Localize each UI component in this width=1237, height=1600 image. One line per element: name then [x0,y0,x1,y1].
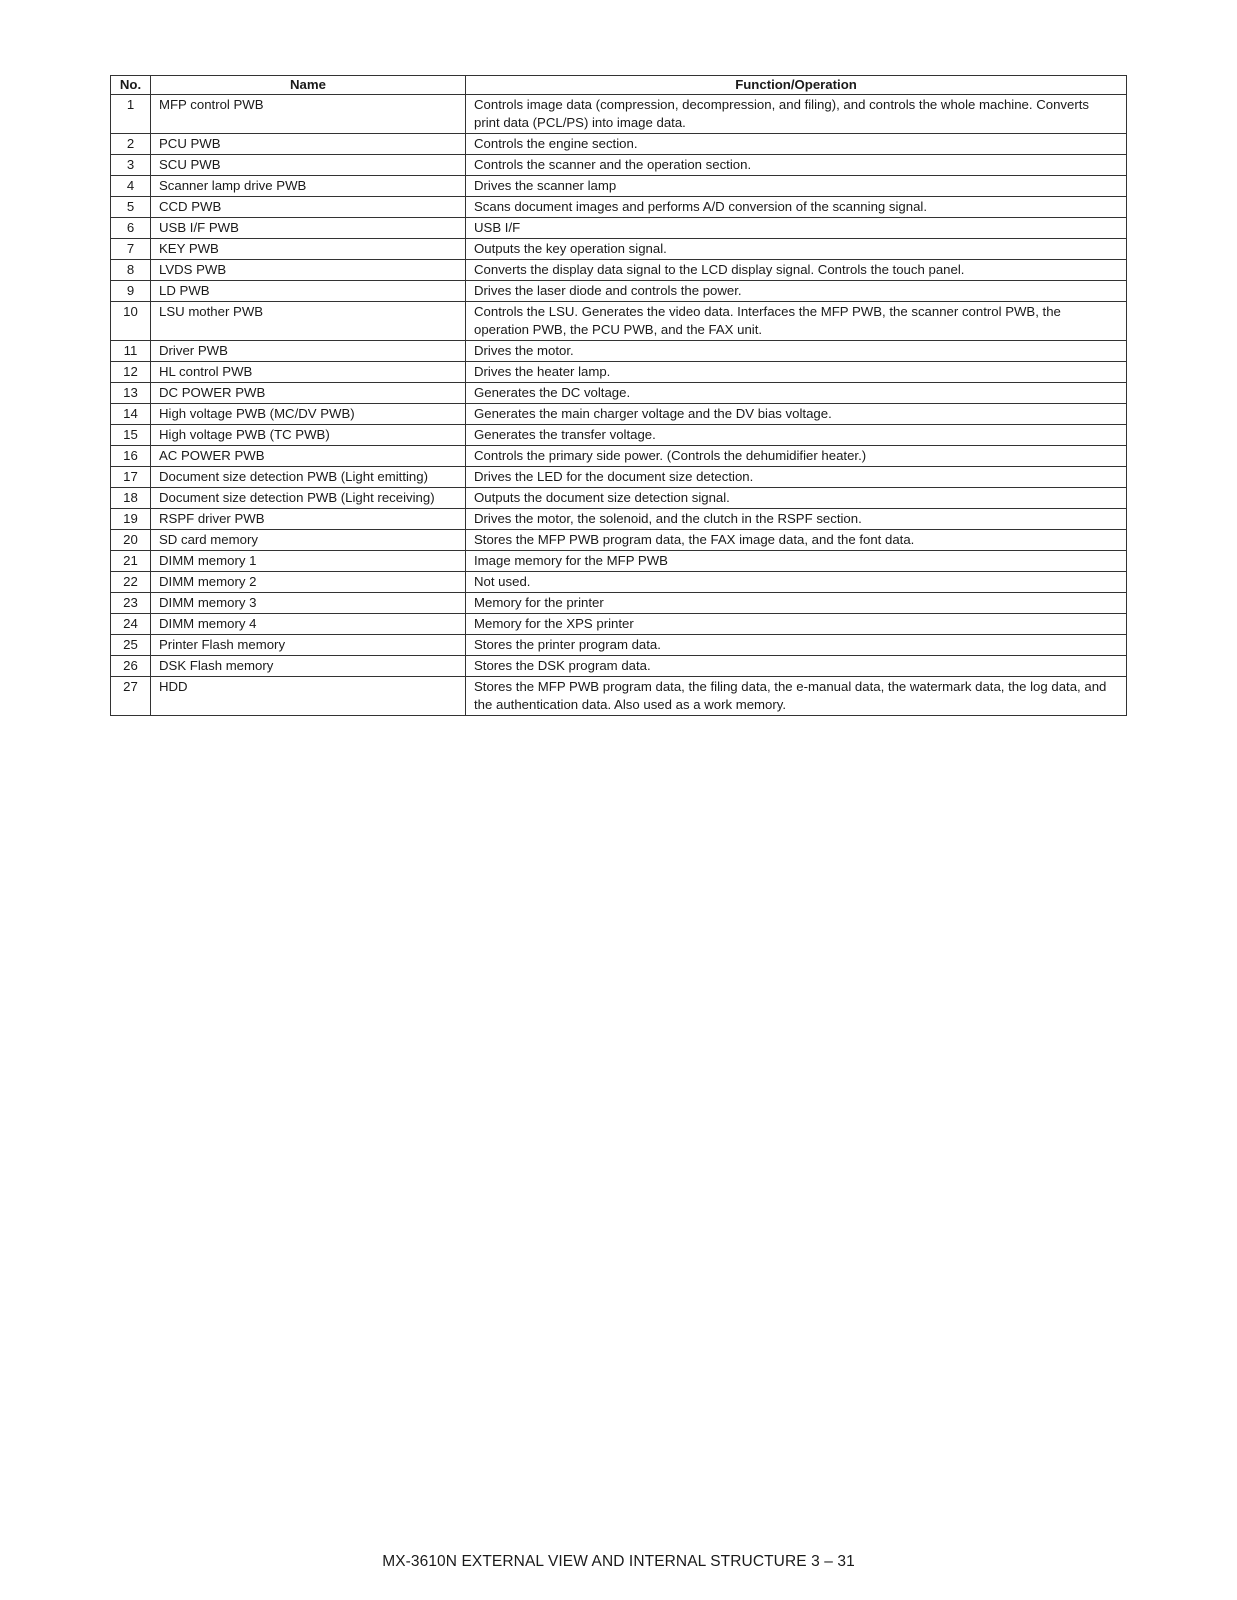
table-row [111,197,1127,218]
row-function-cell: Controls the LSU. Generates the video data. Interfaces the MFP PWB, the scanner control PWB, the operation PWB, the PCU PWB, and the FAX unit. [466,302,1127,341]
row-number-cell: 21 [111,551,151,572]
row-number-cell: 12 [111,362,151,383]
row-function-cell: Generates the transfer voltage. [466,425,1127,446]
row-number-cell: 17 [111,467,151,488]
table-row [111,446,1127,467]
table-row [111,260,1127,281]
row-name-cell: RSPF driver PWB [151,509,466,530]
table-header [111,76,1127,95]
table-row [111,341,1127,362]
row-name-cell: SD card memory [151,530,466,551]
row-number-cell: 2 [111,134,151,155]
row-function-cell: Drives the scanner lamp [466,176,1127,197]
table-row [111,467,1127,488]
table-row [111,656,1127,677]
row-function-cell: Stores the MFP PWB program data, the filing data, the e-manual data, the watermark data, the log data, and the authentication data. Also used as a work memory. [466,677,1127,716]
row-function-cell: Generates the DC voltage. [466,383,1127,404]
row-number-cell: 7 [111,239,151,260]
table-row [111,362,1127,383]
row-name-cell: Document size detection PWB (Light emitting) [151,467,466,488]
row-number-cell: 13 [111,383,151,404]
table-row [111,404,1127,425]
row-name-cell: DSK Flash memory [151,656,466,677]
table-body [111,95,1127,716]
row-function-cell: Controls image data (compression, decompression, and filing), and controls the whole machine. Converts print data (PCL/PS) into image data. [466,95,1127,134]
row-number-cell: 5 [111,197,151,218]
row-number-cell: 16 [111,446,151,467]
row-number-cell: 22 [111,572,151,593]
table-row [111,677,1127,716]
row-function-cell: Stores the printer program data. [466,635,1127,656]
table-row [111,218,1127,239]
table-row [111,155,1127,176]
row-number-cell: 9 [111,281,151,302]
row-name-cell: CCD PWB [151,197,466,218]
row-name-cell: Scanner lamp drive PWB [151,176,466,197]
row-function-cell: Drives the heater lamp. [466,362,1127,383]
row-number-cell: 23 [111,593,151,614]
row-name-cell: Document size detection PWB (Light receiving) [151,488,466,509]
row-name-cell: DC POWER PWB [151,383,466,404]
row-name-cell: Printer Flash memory [151,635,466,656]
row-number-cell: 27 [111,677,151,716]
row-function-cell: Scans document images and performs A/D conversion of the scanning signal. [466,197,1127,218]
row-name-cell: LVDS PWB [151,260,466,281]
row-function-cell: Converts the display data signal to the LCD display signal. Controls the touch panel. [466,260,1127,281]
row-number-cell: 1 [111,95,151,134]
row-name-cell: DIMM memory 2 [151,572,466,593]
row-function-cell: Memory for the printer [466,593,1127,614]
row-name-cell: High voltage PWB (TC PWB) [151,425,466,446]
table-row [111,95,1127,134]
row-name-cell: USB I/F PWB [151,218,466,239]
row-name-cell: High voltage PWB (MC/DV PWB) [151,404,466,425]
row-name-cell: AC POWER PWB [151,446,466,467]
row-name-cell: DIMM memory 4 [151,614,466,635]
pwb-function-table [110,75,1127,716]
row-number-cell: 4 [111,176,151,197]
row-function-cell: Memory for the XPS printer [466,614,1127,635]
row-name-cell: DIMM memory 1 [151,551,466,572]
table-row [111,239,1127,260]
row-function-cell: USB I/F [466,218,1127,239]
row-name-cell: SCU PWB [151,155,466,176]
table-row [111,302,1127,341]
row-function-cell: Not used. [466,572,1127,593]
table-header-row [111,76,1127,95]
row-number-cell: 19 [111,509,151,530]
table-row [111,614,1127,635]
row-name-cell: LD PWB [151,281,466,302]
row-function-cell: Outputs the key operation signal. [466,239,1127,260]
table-row [111,509,1127,530]
row-function-cell: Stores the MFP PWB program data, the FAX image data, and the font data. [466,530,1127,551]
row-number-cell: 20 [111,530,151,551]
row-number-cell: 15 [111,425,151,446]
row-number-cell: 6 [111,218,151,239]
table-row [111,488,1127,509]
row-name-cell: KEY PWB [151,239,466,260]
column-header-function: Function/Operation [466,76,1127,95]
column-header-name: Name [151,76,466,95]
row-name-cell: PCU PWB [151,134,466,155]
row-number-cell: 10 [111,302,151,341]
row-number-cell: 3 [111,155,151,176]
row-number-cell: 18 [111,488,151,509]
row-function-cell: Drives the laser diode and controls the power. [466,281,1127,302]
column-header-no: No. [111,76,151,95]
table-row [111,593,1127,614]
table-row [111,635,1127,656]
row-function-cell: Stores the DSK program data. [466,656,1127,677]
row-function-cell: Outputs the document size detection signal. [466,488,1127,509]
row-name-cell: MFP control PWB [151,95,466,134]
table-row [111,281,1127,302]
row-number-cell: 14 [111,404,151,425]
table-row [111,530,1127,551]
row-number-cell: 24 [111,614,151,635]
table-row [111,383,1127,404]
table-row [111,572,1127,593]
row-function-cell: Controls the engine section. [466,134,1127,155]
row-function-cell: Drives the LED for the document size detection. [466,467,1127,488]
row-function-cell: Drives the motor, the solenoid, and the clutch in the RSPF section. [466,509,1127,530]
row-function-cell: Generates the main charger voltage and the DV bias voltage. [466,404,1127,425]
row-name-cell: LSU mother PWB [151,302,466,341]
row-number-cell: 8 [111,260,151,281]
row-name-cell: HL control PWB [151,362,466,383]
table-row [111,134,1127,155]
row-name-cell: Driver PWB [151,341,466,362]
row-number-cell: 11 [111,341,151,362]
row-function-cell: Controls the scanner and the operation section. [466,155,1127,176]
row-number-cell: 26 [111,656,151,677]
row-function-cell: Image memory for the MFP PWB [466,551,1127,572]
row-function-cell: Drives the motor. [466,341,1127,362]
row-function-cell: Controls the primary side power. (Controls the dehumidifier heater.) [466,446,1127,467]
page-footer: MX-3610N EXTERNAL VIEW AND INTERNAL STRUCTURE 3 – 31 [382,1553,855,1570]
row-name-cell: HDD [151,677,466,716]
table-row [111,425,1127,446]
row-number-cell: 25 [111,635,151,656]
table-row [111,551,1127,572]
table-row [111,176,1127,197]
row-name-cell: DIMM memory 3 [151,593,466,614]
